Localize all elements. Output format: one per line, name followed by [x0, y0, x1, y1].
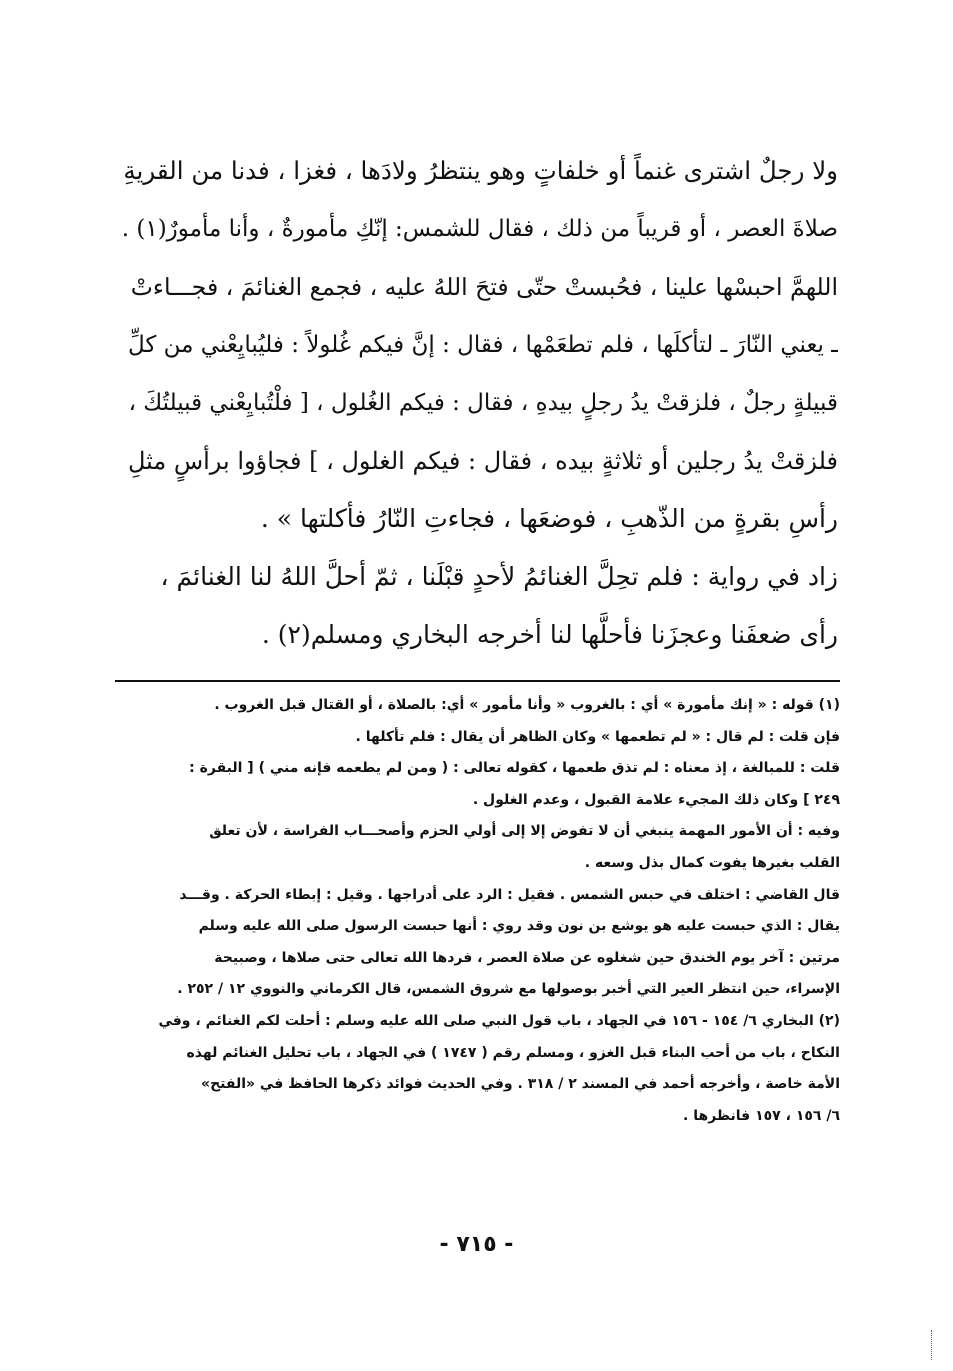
- footnote-line: مرتين : آخر يوم الخندق حين شغلوه عن صلاة العصر ، فردها الله تعالى حتى صلاها ، وصبيحة: [214, 949, 840, 966]
- footnote-line: قلت : للمبالغة ، إذ معناه : لم تذق طعمها ، كقوله تعالى : ( ومن لم يطعمه فإنه مني ) [ البقرة :: [189, 760, 840, 777]
- footnote-line: القلب بغيرها يفوت كمال بذل وسعه .: [584, 854, 840, 871]
- footnotes-block: [112, 690, 840, 1132]
- main-text-line: ـ يعني النّارَ ـ لتأكلَها ، فلم تطعَمْها ، فقال : إنَّ فيكم غُلولاً : فليُبايِعْني من كلِّ: [127, 332, 838, 358]
- footnote-divider: [115, 680, 840, 682]
- main-text-line: صلاةَ العصر ، أو قريباً من ذلك ، فقال للشمس: إنّكِ مأمورةٌ ، وأنا مأمورٌ(١) .: [121, 216, 838, 242]
- footnote-line: (٢) البخاري ٦/ ١٥٤ - ١٥٦ في الجهاد ، باب قول النبي صلى الله عليه وسلم : أحلت لكم الغنائم ، وفي: [158, 1012, 840, 1029]
- main-text-line: اللهمَّ احبسْها علينا ، فحُبستْ حتّى فتحَ اللهُ عليه ، فجمع الغنائمَ ، فجـــاءتْ: [130, 273, 838, 301]
- page-number: - ٧١٥ -: [439, 1232, 514, 1257]
- main-text-line: رأى ضعفَنا وعجزَنا فأحلَّها لنا أخرجه البخاري ومسلم(٢) .: [261, 620, 838, 649]
- main-text-line: فلزقتْ يدُ رجلين أو ثلاثةٍ بيده ، فقال : فيكم الغلول ، ] فجاؤوا برأسٍ مثلِ: [127, 447, 838, 475]
- footnote-line: الأمة خاصة ، وأخرجه أحمد في المسند ٢ / ٣١٨ . وفي الحديث فوائد ذكرها الحافظ في «الفتح»: [201, 1076, 840, 1093]
- main-text-line: رأسِ بقرةٍ من الذّهبِ ، فوضعَها ، فجاءتِ النّارُ فأكلتها » .: [260, 504, 838, 533]
- main-text-block: [118, 142, 838, 664]
- main-text-line: زاد في رواية : فلم تحِلَّ الغنائمُ لأحدٍ قبْلَنا ، ثمّ أحلَّ اللهُ لنا الغنائمَ ،: [160, 562, 838, 591]
- footnote-line: وفيه : أن الأمور المهمة ينبغي أن لا تفوض إلا إلى أولي الحزم وأصحـــاب الفراسة ، لأن تعلق: [209, 823, 840, 840]
- main-text-line: ولا رجلٌ اشترى غنماً أو خلفاتٍ وهو ينتظرُ ولادَها ، فغزا ، فدنا من القريةِ: [123, 156, 838, 185]
- footnote-line: النكاح ، باب من أحب البناء قبل الغزو ، ومسلم رقم ( ١٧٤٧ ) في الجهاد ، باب تحليل الغنائم لهذه: [186, 1044, 840, 1061]
- footnote-line: (١) قوله : « إنك مأمورة » أي : بالغروب « وأنا مأمور » أي: بالصلاة ، أو القتال قبل الغروب .: [214, 697, 840, 713]
- footnote-line: قال القاضي : اختلف في حبس الشمس . فقيل : الرد على أدراجها . وقيل : إبطاء الحركة . وقـــد: [179, 886, 840, 903]
- main-text-line: قبيلةٍ رجلٌ ، فلزقتْ يدُ رجلٍ بيدهِ ، فقال : فيكم الغُلول ، [ فلْتُبايِعْني قبيلتُكَ ،: [128, 390, 838, 416]
- footnote-line: ٦/ ١٥٦ ، ١٥٧ فانظرها .: [683, 1107, 840, 1124]
- footnote-line: الإسراء، حين انتظر العير التي أخبر بوصولها مع شروق الشمس، قال الكرماني والنووي ١٢ / ٢٥٢ .: [177, 981, 840, 998]
- footnote-line: ٢٤٩ ] وكان ذلك المجيء علامة القبول ، وعدم الغلول .: [472, 791, 840, 808]
- scan-margin-mark: [931, 1330, 938, 1360]
- footnote-line: فإن قلت : لم قال : « لم تطعمها » وكان الظاهر أن يقال : فلم تأكلها .: [355, 728, 840, 745]
- footnote-line: يقال : الذي حبست عليه هو يوشع بن نون وقد روي : أنها حبست الرسول صلى الله عليه وسلم: [198, 918, 840, 935]
